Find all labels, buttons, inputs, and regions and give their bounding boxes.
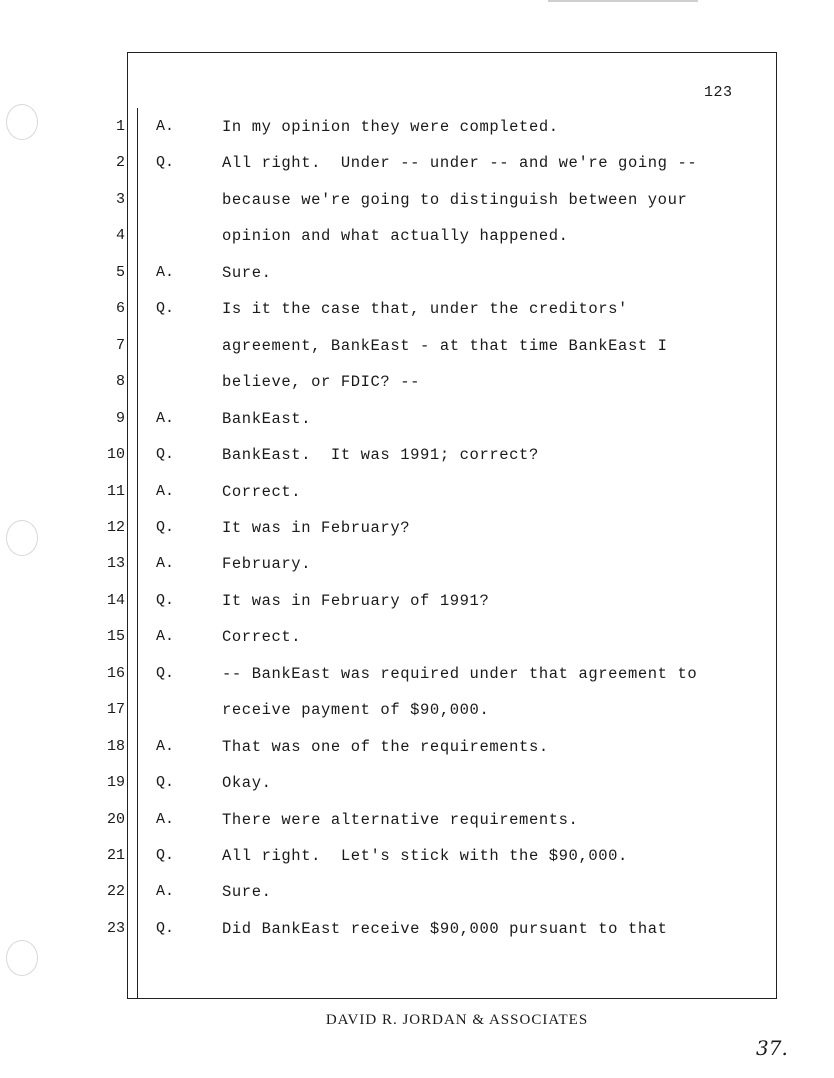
line-text: because we're going to distinguish between your <box>222 190 688 209</box>
line-number: 21 <box>106 847 125 864</box>
line-number: 20 <box>106 810 125 828</box>
speaker-label: A. <box>156 263 175 281</box>
line-text: Okay. <box>222 774 272 793</box>
speaker-label: Q. <box>156 518 175 536</box>
speaker-label: A. <box>156 555 175 573</box>
line-text: Sure. <box>222 263 272 282</box>
transcript-line <box>0 628 834 654</box>
line-number: 1 <box>115 118 125 135</box>
transcript-line <box>0 446 834 472</box>
line-text: February. <box>222 555 312 574</box>
transcript-line <box>0 592 834 618</box>
line-number: 23 <box>106 919 125 937</box>
transcript-line <box>0 410 834 436</box>
speaker-label: A. <box>156 883 175 901</box>
line-number: 15 <box>106 628 125 646</box>
line-text: It was in February? <box>222 518 411 537</box>
line-text: All right. Let's stick with the $90,000. <box>222 847 628 865</box>
speaker-label: Q. <box>156 847 175 864</box>
speaker-label: Q. <box>156 591 175 609</box>
line-number: 18 <box>106 737 125 755</box>
transcript-line <box>0 483 834 509</box>
speaker-label: A. <box>156 118 175 135</box>
line-text: BankEast. <box>222 409 312 428</box>
line-number: 5 <box>115 263 125 281</box>
transcript-line <box>0 373 834 399</box>
line-text: Correct. <box>222 482 302 501</box>
transcript-line <box>0 191 834 217</box>
line-text: Is it the case that, under the creditors' <box>222 300 628 319</box>
line-text: opinion and what actually happened. <box>222 227 569 246</box>
line-text: receive payment of $90,000. <box>222 701 490 720</box>
line-text: In my opinion they were completed. <box>222 118 559 136</box>
line-text: That was one of the requirements. <box>222 737 549 756</box>
line-text: There were alternative requirements. <box>222 810 579 829</box>
reporter-footer: DAVID R. JORDAN & ASSOCIATES <box>325 1012 589 1028</box>
speaker-label: Q. <box>156 300 175 318</box>
line-number: 3 <box>115 190 125 208</box>
line-text: Correct. <box>222 628 302 647</box>
line-number: 2 <box>115 154 125 172</box>
line-number: 8 <box>115 373 125 391</box>
speaker-label: Q. <box>156 154 175 172</box>
speaker-label: Q. <box>156 446 175 464</box>
line-number: 4 <box>115 227 125 245</box>
handwritten-page-mark: 37. <box>756 1036 788 1060</box>
speaker-label: A. <box>156 737 175 755</box>
transcript-line <box>0 300 834 326</box>
line-number: 17 <box>106 701 125 719</box>
line-number: 19 <box>106 774 125 792</box>
transcript-line <box>0 920 834 946</box>
line-number: 13 <box>106 555 125 573</box>
line-number: 22 <box>106 883 125 901</box>
transcript-line <box>0 847 834 873</box>
speaker-label: Q. <box>156 919 175 937</box>
line-text: -- BankEast was required under that agreement to <box>222 664 698 683</box>
line-number: 9 <box>115 409 125 427</box>
speaker-label: A. <box>156 409 175 427</box>
line-text: believe, or FDIC? -- <box>222 373 421 392</box>
scan-artifact-top <box>548 0 698 2</box>
line-number: 14 <box>106 591 125 609</box>
transcript-line <box>0 118 834 144</box>
transcript-line <box>0 264 834 290</box>
transcript-line <box>0 883 834 909</box>
line-text: BankEast. It was 1991; correct? <box>222 446 539 465</box>
line-text: Sure. <box>222 883 272 902</box>
line-text: agreement, BankEast - at that time BankEast I <box>222 336 668 355</box>
transcript-line <box>0 811 834 837</box>
line-number: 11 <box>106 482 125 500</box>
speaker-label: A. <box>156 810 175 828</box>
transcript-line <box>0 555 834 581</box>
page-number: 123 <box>704 84 733 101</box>
line-text: Did BankEast receive $90,000 pursuant to that <box>222 919 668 938</box>
transcript-line <box>0 774 834 800</box>
transcript-line <box>0 154 834 180</box>
transcript-line <box>0 227 834 253</box>
speaker-label: Q. <box>156 774 175 792</box>
transcript-line <box>0 665 834 691</box>
transcript-line <box>0 337 834 363</box>
line-number: 12 <box>106 518 125 536</box>
line-number: 10 <box>106 446 125 464</box>
line-number: 7 <box>115 336 125 354</box>
line-text: All right. Under -- under -- and we're going -- <box>222 154 698 173</box>
transcript-line <box>0 519 834 545</box>
speaker-label: A. <box>156 628 175 646</box>
line-number: 16 <box>106 664 125 682</box>
speaker-label: A. <box>156 482 175 500</box>
line-text: It was in February of 1991? <box>222 591 490 610</box>
transcript-line <box>0 738 834 764</box>
speaker-label: Q. <box>156 664 175 682</box>
line-number: 6 <box>115 300 125 318</box>
transcript-line <box>0 701 834 727</box>
